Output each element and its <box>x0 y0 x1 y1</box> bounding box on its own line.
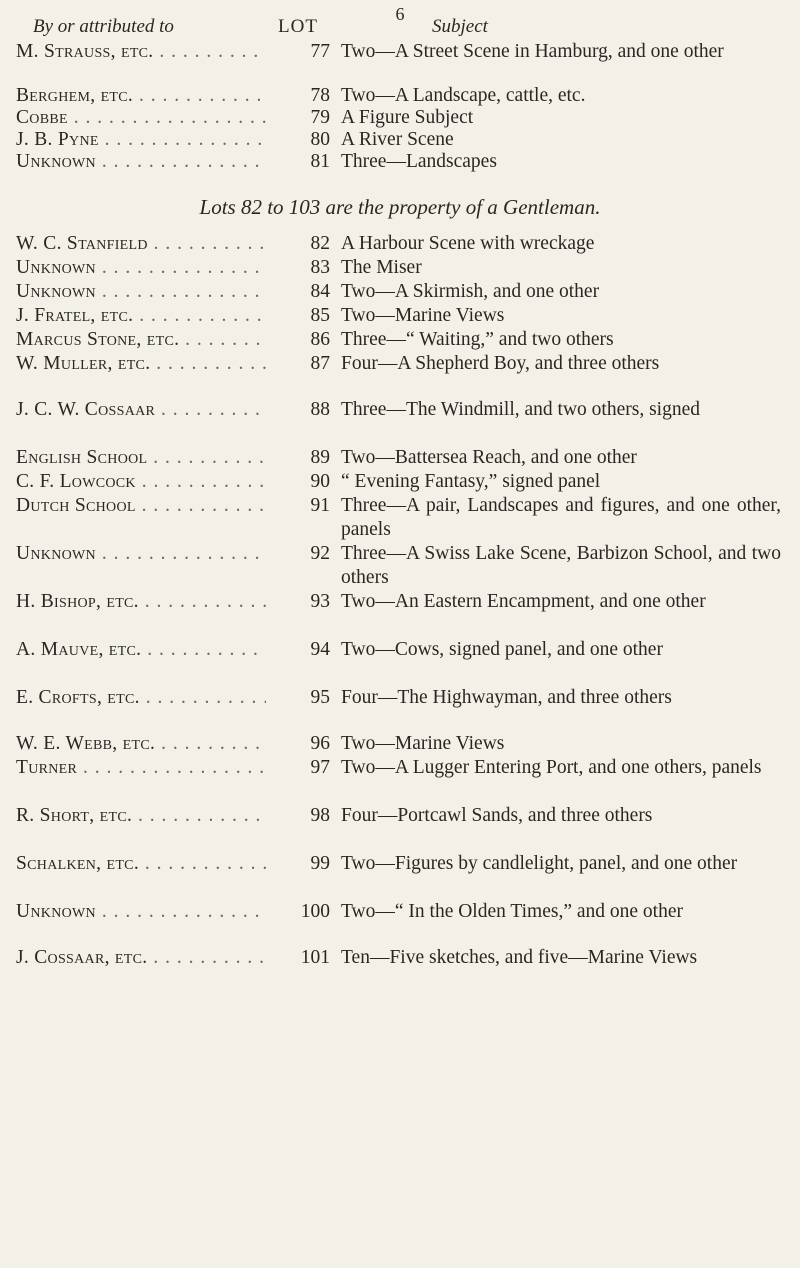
lot-subject <box>341 470 781 494</box>
lot-number: 80 <box>310 129 330 150</box>
lot-artist: C. F. Lowcock . . . <box>16 470 266 494</box>
section-heading: Lots 82 to 103 are the property of a Gentleman. <box>199 195 601 219</box>
lot-number: 99 <box>310 853 330 874</box>
lot-artist: Unknown . . . <box>16 280 266 304</box>
lot-row <box>0 494 800 542</box>
lot-artist: J. Cossaar, etc. . . . <box>16 946 266 970</box>
lot-subject-text: Two—A Skirmish, and one other <box>341 281 600 302</box>
lot-row <box>0 232 800 256</box>
lot-row <box>0 446 800 470</box>
lot-subject <box>341 590 781 614</box>
lot-list-part-1 <box>0 40 800 172</box>
lot-artist: Unknown . . . <box>16 900 266 924</box>
lot-subject-text: Four—A Shepherd Boy, and three others <box>341 353 660 374</box>
lot-subject-text: Two—A Landscape, cattle, etc. <box>341 85 586 106</box>
lot-number: 90 <box>310 471 330 492</box>
lot-artist: Dutch School . . . <box>16 494 266 518</box>
lot-subject-text: The Miser <box>341 257 422 278</box>
lot-number: 100 <box>300 901 330 922</box>
lot-column-header: LOT <box>278 16 318 37</box>
lot-artist: Marcus Stone, etc. . . . <box>16 328 266 352</box>
lot-artist: R. Short, etc. . . . <box>16 804 266 828</box>
lot-row <box>0 686 800 732</box>
lot-row <box>0 84 800 106</box>
lot-number: 82 <box>310 233 330 254</box>
column-headers <box>0 16 800 42</box>
lot-row <box>0 542 800 590</box>
lot-row <box>0 280 800 304</box>
lot-subject <box>341 106 781 130</box>
lot-subject <box>341 756 781 780</box>
lot-subject <box>341 732 781 756</box>
lot-row <box>0 304 800 328</box>
lot-subject <box>341 398 781 422</box>
lot-subject-text: Two—Marine Views <box>341 733 505 754</box>
lot-subject-text: Two—An Eastern Encampment, and one other <box>341 591 706 612</box>
lot-number: 95 <box>310 687 330 708</box>
lot-number: 86 <box>310 329 330 350</box>
lot-number: 101 <box>300 947 330 968</box>
lot-subject <box>341 128 781 152</box>
lot-subject <box>341 352 781 376</box>
lot-artist: Unknown . . . <box>16 256 266 280</box>
lot-number: 91 <box>310 495 330 516</box>
lot-row <box>0 852 800 900</box>
lot-subject <box>341 804 781 828</box>
lot-artist: A. Mauve, etc. . . . <box>16 638 266 662</box>
lot-subject <box>341 852 781 876</box>
lot-subject <box>341 686 781 710</box>
lot-subject-text: Two—“ In the Olden Times,” and one other <box>341 901 683 922</box>
lot-number: 97 <box>310 757 330 778</box>
lot-row <box>0 470 800 494</box>
lot-subject <box>341 638 781 662</box>
lot-number: 87 <box>310 353 330 374</box>
lot-subject-text: Three—A Swiss Lake Scene, Barbizon School, and two others <box>341 543 781 588</box>
lot-subject-text: Two—A Lugger Entering Port, and one others, panels <box>341 757 762 778</box>
lot-artist: H. Bishop, etc. . . . <box>16 590 266 614</box>
lot-subject-text: Three—“ Waiting,” and two others <box>341 329 614 350</box>
lot-artist: J. B. Pyne . . . <box>16 128 266 152</box>
lot-artist: Turner . . . <box>16 756 266 780</box>
lot-artist: W. C. Stanfield . . . <box>16 232 266 256</box>
lot-subject-text: Two—Cows, signed panel, and one other <box>341 639 663 660</box>
lot-subject <box>341 542 781 590</box>
lot-subject-text: Two—Figures by candlelight, panel, and one other <box>341 853 738 874</box>
lot-artist: J. C. W. Cossaar . . . <box>16 398 266 422</box>
lot-number: 93 <box>310 591 330 612</box>
lot-row <box>0 352 800 398</box>
lot-subject <box>341 84 781 108</box>
lot-row <box>0 732 800 756</box>
lot-subject <box>341 150 781 174</box>
lot-list-part-2 <box>0 232 800 992</box>
lot-subject-text: Four—The Highwayman, and three others <box>341 687 672 708</box>
lot-number: 79 <box>310 107 330 128</box>
lot-row <box>0 590 800 638</box>
lot-subject-text: Two—Marine Views <box>341 305 505 326</box>
lot-row <box>0 900 800 946</box>
lot-number: 92 <box>310 543 330 564</box>
lot-artist: Berghem, etc. . . . <box>16 84 266 108</box>
lot-artist: E. Crofts, etc. . . . <box>16 686 266 710</box>
lot-row <box>0 638 800 686</box>
lot-number: 78 <box>310 85 330 106</box>
lot-number: 81 <box>310 151 330 172</box>
lot-number: 85 <box>310 305 330 326</box>
lot-number: 88 <box>310 399 330 420</box>
lot-subject <box>341 946 781 970</box>
lot-subject-text: Three—The Windmill, and two others, signed <box>341 399 700 420</box>
lot-row <box>0 106 800 128</box>
lot-number: 96 <box>310 733 330 754</box>
lot-subject <box>341 446 781 470</box>
lot-artist: W. E. Webb, etc. . . . <box>16 732 266 756</box>
lot-subject-text: Four—Portcawl Sands, and three others <box>341 805 653 826</box>
lot-subject <box>341 232 781 256</box>
lot-subject-text: A Harbour Scene with wreckage <box>341 233 595 254</box>
artist-column-header: By or attributed to <box>33 16 174 37</box>
lot-subject <box>341 304 781 328</box>
lot-subject <box>341 900 781 924</box>
lot-subject <box>341 328 781 352</box>
lot-row <box>0 150 800 172</box>
lot-artist: English School . . . <box>16 446 266 470</box>
lot-number: 84 <box>310 281 330 302</box>
lot-row <box>0 756 800 804</box>
lot-subject <box>341 494 781 542</box>
lot-row <box>0 128 800 150</box>
lot-subject <box>341 256 781 280</box>
lot-artist: Unknown . . . <box>16 542 266 566</box>
lot-number: 89 <box>310 447 330 468</box>
lot-artist: Unknown . . . <box>16 150 266 174</box>
lot-number: 77 <box>310 41 330 62</box>
lot-row <box>0 946 800 992</box>
lot-subject-text: A River Scene <box>341 129 454 150</box>
lot-subject <box>341 280 781 304</box>
lot-row <box>0 328 800 352</box>
lot-artist: Schalken, etc. . . . <box>16 852 266 876</box>
lot-subject-text: Two—Battersea Reach, and one other <box>341 447 637 468</box>
lot-number: 94 <box>310 639 330 660</box>
subject-column-header: Subject <box>432 16 488 37</box>
lot-row <box>0 256 800 280</box>
lot-artist: W. Muller, etc. . . . <box>16 352 266 376</box>
lot-artist: Cobbe . . . <box>16 106 266 130</box>
page-number: 6 <box>395 4 405 24</box>
lot-subject-text: Two—A Street Scene in Hamburg, and one other <box>341 41 724 62</box>
lot-row <box>0 40 800 84</box>
lot-number: 98 <box>310 805 330 826</box>
lot-artist: J. Fratel, etc. . . . <box>16 304 266 328</box>
lot-number: 83 <box>310 257 330 278</box>
lot-subject-text: Three—A pair, Landscapes and figures, and one other, panels <box>341 495 781 540</box>
lot-subject <box>341 40 781 64</box>
lot-subject-text: “ Evening Fantasy,” signed panel <box>341 471 601 492</box>
lot-subject-text: Three—Landscapes <box>341 151 497 172</box>
lot-subject-text: Ten—Five sketches, and five—Marine Views <box>341 947 698 968</box>
lot-artist: M. Strauss, etc. . . . <box>16 40 266 64</box>
lot-subject-text: A Figure Subject <box>341 107 474 128</box>
lot-row <box>0 398 800 446</box>
lot-row <box>0 804 800 852</box>
